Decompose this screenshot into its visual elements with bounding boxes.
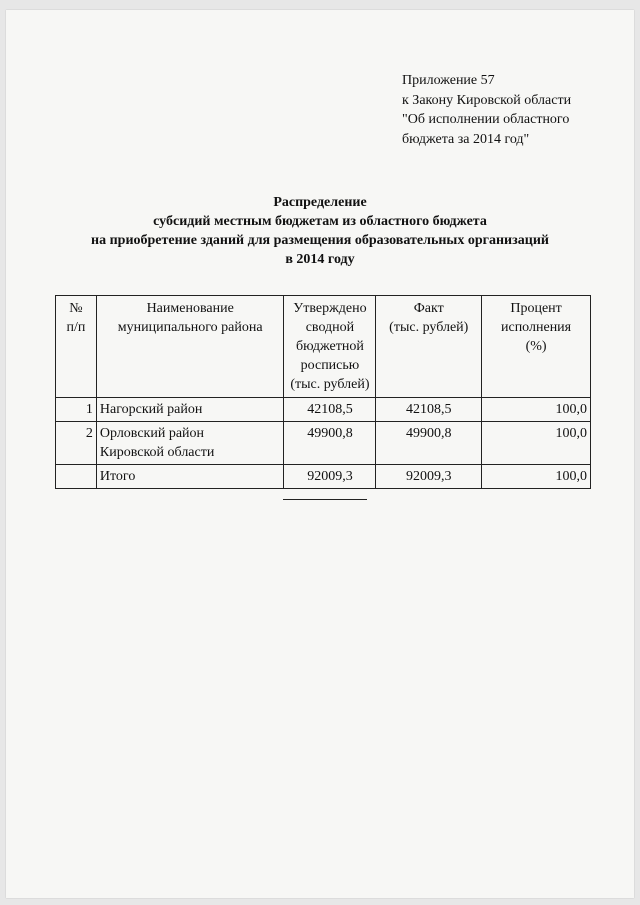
header-text: бюджетной bbox=[296, 339, 364, 354]
header-percent bbox=[482, 296, 591, 398]
appendix-line: бюджета за 2014 год" bbox=[402, 131, 530, 147]
document-title bbox=[6, 193, 634, 269]
document-page bbox=[6, 10, 634, 898]
appendix-reference bbox=[402, 71, 571, 149]
district-name-line: Нагорский район bbox=[99, 402, 203, 417]
row-fact: 49900,8 bbox=[376, 422, 482, 465]
header-text: № bbox=[69, 301, 83, 316]
appendix-line: к Закону Кировской области bbox=[402, 92, 572, 108]
header-text: п/п bbox=[66, 320, 86, 335]
header-text: (тыс. рублей) bbox=[389, 320, 469, 335]
row-fact: 42108,5 bbox=[376, 398, 482, 422]
title-line: Распределение bbox=[273, 195, 367, 210]
header-text: росписью bbox=[300, 358, 360, 373]
total-percent: 100,0 bbox=[482, 465, 591, 489]
header-text: исполнения bbox=[500, 320, 572, 335]
header-text: Утверждено bbox=[293, 301, 367, 316]
appendix-line: Приложение 57 bbox=[402, 73, 495, 88]
table-row bbox=[56, 398, 591, 422]
header-fact bbox=[376, 296, 482, 398]
header-text: (%) bbox=[525, 339, 547, 354]
header-text: (тыс. рублей) bbox=[290, 377, 370, 392]
header-text: Наименование bbox=[146, 301, 234, 316]
total-number bbox=[56, 465, 97, 489]
total-approved: 92009,3 bbox=[284, 465, 376, 489]
closing-rule bbox=[283, 499, 367, 500]
total-fact: 92009,3 bbox=[376, 465, 482, 489]
district-name-line: Кировской области bbox=[99, 445, 215, 460]
row-number: 1 bbox=[56, 398, 97, 422]
total-label: Итого bbox=[96, 465, 284, 489]
row-approved: 42108,5 bbox=[284, 398, 376, 422]
header-text: Процент bbox=[510, 301, 562, 316]
header-approved bbox=[284, 296, 376, 398]
header-district-name bbox=[96, 296, 284, 398]
distribution-table bbox=[55, 295, 591, 489]
row-district-name bbox=[96, 398, 284, 422]
header-number bbox=[56, 296, 97, 398]
row-district-name bbox=[96, 422, 284, 465]
appendix-line: "Об исполнении областного bbox=[402, 112, 570, 127]
row-approved: 49900,8 bbox=[284, 422, 376, 465]
district-name-line: Орловский район bbox=[99, 426, 205, 441]
title-line: в 2014 году bbox=[285, 252, 355, 267]
table-row bbox=[56, 422, 591, 465]
table-total-row bbox=[56, 465, 591, 489]
row-percent: 100,0 bbox=[482, 398, 591, 422]
title-line: на приобретение зданий для размещения образовательных организаций bbox=[91, 233, 549, 248]
table-header-row bbox=[56, 296, 591, 398]
row-percent: 100,0 bbox=[482, 422, 591, 465]
header-text: сводной bbox=[305, 320, 355, 335]
title-line: субсидий местным бюджетам из областного бюджета bbox=[153, 214, 487, 229]
header-text: Факт bbox=[413, 301, 444, 316]
row-number: 2 bbox=[56, 422, 97, 465]
header-text: муниципального района bbox=[117, 320, 263, 335]
